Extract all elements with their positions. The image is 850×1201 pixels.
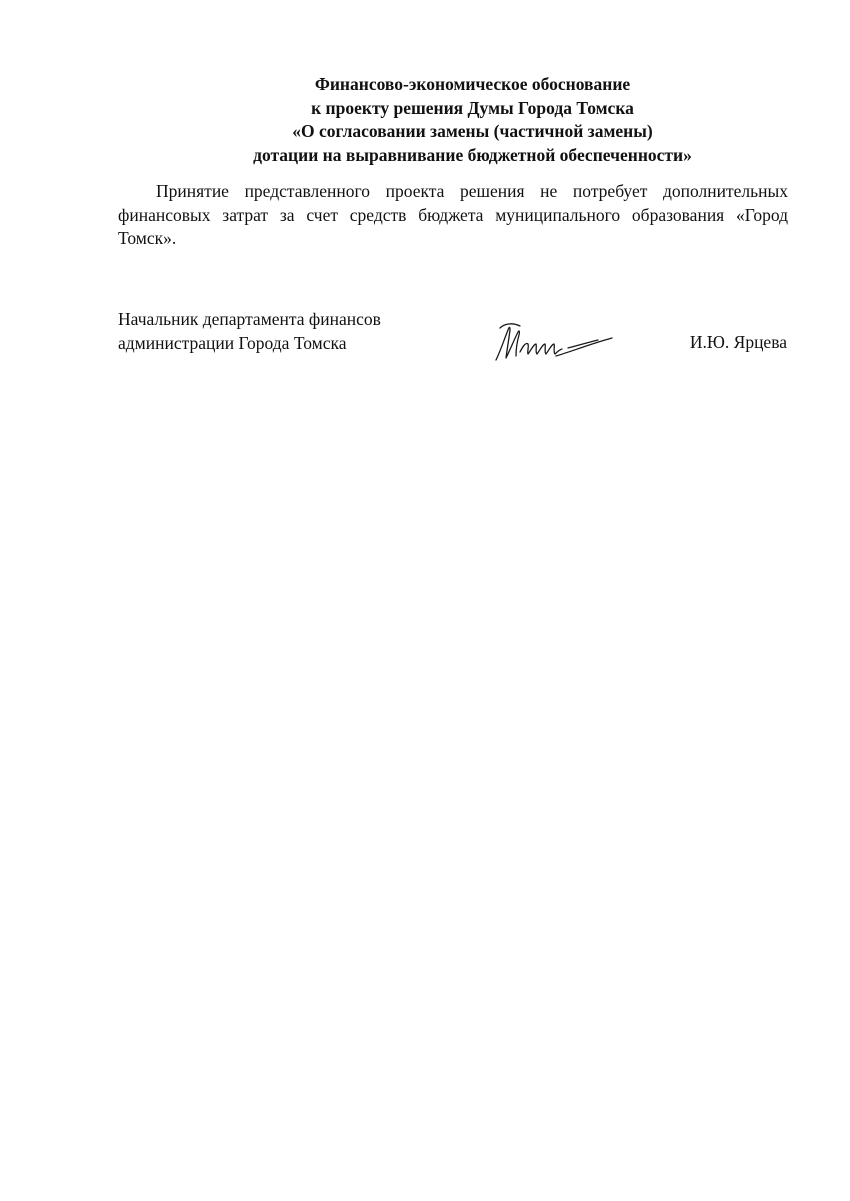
signatory-position-line-2: администрации Города Томска: [118, 332, 347, 353]
title-line-3: «О согласовании замены (частичной замены): [292, 121, 653, 141]
handwritten-signature: [490, 318, 620, 364]
signatory-position-line-1: Начальник департамента финансов: [118, 309, 381, 329]
title-line-2: к проекту решения Думы Города Томска: [311, 97, 634, 118]
body-paragraph: Принятие представленного проекта решения не потребует дополнительных финансовых затрат за счет средств бюджета муниципального образования «Город Томск».: [118, 181, 788, 248]
signatory-position: [118, 308, 381, 355]
title-line-1: Финансово-экономическое обоснование: [314, 74, 631, 94]
title-line-4: дотации на выравнивание бюджетной обеспеченности»: [253, 144, 692, 165]
document-title: [90, 73, 850, 167]
signatory-name: И.Ю. Ярцева: [689, 332, 787, 352]
